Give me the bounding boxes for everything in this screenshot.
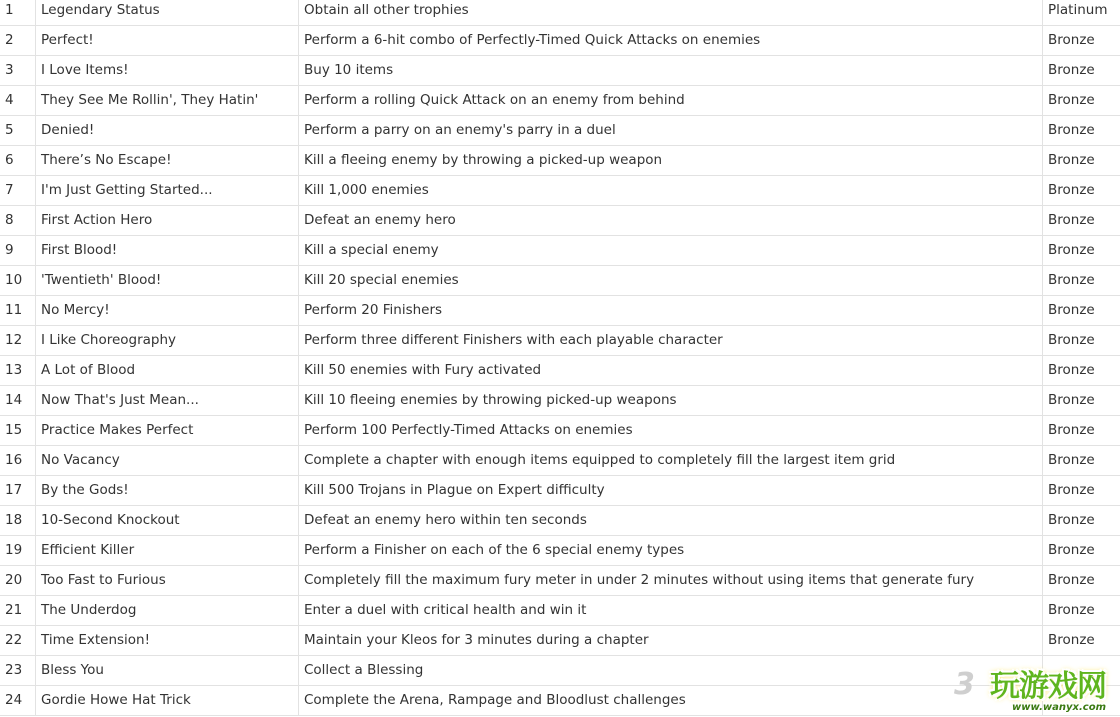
table-row (0, 146, 1120, 176)
table-row (0, 476, 1120, 506)
trophy-description: Kill 50 enemies with Fury activated (299, 356, 1043, 386)
trophy-grade: Bronze (1043, 566, 1120, 596)
table-row (0, 446, 1120, 476)
row-number: 2 (0, 26, 36, 56)
trophy-name: Now That's Just Mean... (36, 386, 299, 416)
trophy-grade: Bronze (1043, 26, 1120, 56)
row-number: 16 (0, 446, 36, 476)
trophy-grade: Bronze (1043, 206, 1120, 236)
watermark-lead: 3 (954, 667, 975, 702)
row-number: 18 (0, 506, 36, 536)
trophy-name: 'Twentieth' Blood! (36, 266, 299, 296)
trophy-name: I Love Items! (36, 56, 299, 86)
trophy-description: Enter a duel with critical health and win it (299, 596, 1043, 626)
trophy-description: Kill 20 special enemies (299, 266, 1043, 296)
row-number: 13 (0, 356, 36, 386)
trophy-description: Kill 500 Trojans in Plague on Expert difficulty (299, 476, 1043, 506)
trophy-name: 10-Second Knockout (36, 506, 299, 536)
trophy-grade: Bronze (1043, 86, 1120, 116)
trophy-description: Perform a rolling Quick Attack on an enemy from behind (299, 86, 1043, 116)
trophy-grade: Bronze (1043, 266, 1120, 296)
table-row (0, 626, 1120, 656)
watermark-text: 玩游戏网 (990, 669, 1106, 704)
trophy-grade: Bronze (1043, 56, 1120, 86)
trophy-description: Complete a chapter with enough items equipped to completely fill the largest item grid (299, 446, 1043, 476)
trophy-description: Collect a Blessing (299, 656, 1043, 686)
table-row (0, 236, 1120, 266)
table-row (0, 26, 1120, 56)
row-number: 3 (0, 56, 36, 86)
trophy-description: Perform a 6-hit combo of Perfectly-Timed Quick Attacks on enemies (299, 26, 1043, 56)
row-number: 19 (0, 536, 36, 566)
row-number: 7 (0, 176, 36, 206)
trophy-name: I'm Just Getting Started... (36, 176, 299, 206)
trophy-description: Maintain your Kleos for 3 minutes during a chapter (299, 626, 1043, 656)
row-number: 15 (0, 416, 36, 446)
table-row (0, 206, 1120, 236)
table-row (0, 596, 1120, 626)
table-row (0, 176, 1120, 206)
row-number: 11 (0, 296, 36, 326)
trophy-name: Too Fast to Furious (36, 566, 299, 596)
trophy-name: No Vacancy (36, 446, 299, 476)
trophy-description: Kill a special enemy (299, 236, 1043, 266)
trophy-description: Completely fill the maximum fury meter in under 2 minutes without using items that generate fury (299, 566, 1043, 596)
table-row (0, 86, 1120, 116)
table-row (0, 296, 1120, 326)
trophy-grade: Bronze (1043, 506, 1120, 536)
trophy-grade: Bronze (1043, 116, 1120, 146)
row-number: 12 (0, 326, 36, 356)
row-number: 10 (0, 266, 36, 296)
trophy-grade: Bronze (1043, 446, 1120, 476)
trophy-description: Defeat an enemy hero (299, 206, 1043, 236)
table-row (0, 566, 1120, 596)
row-number: 4 (0, 86, 36, 116)
trophy-description: Perform 20 Finishers (299, 296, 1043, 326)
trophy-name: No Mercy! (36, 296, 299, 326)
trophy-grade: Bronze (1043, 356, 1120, 386)
table-row (0, 116, 1120, 146)
trophy-description: Buy 10 items (299, 56, 1043, 86)
trophy-grade: Bronze (1043, 596, 1120, 626)
table-row (0, 356, 1120, 386)
trophy-description: Kill a fleeing enemy by throwing a picked-up weapon (299, 146, 1043, 176)
trophy-name: Bless You (36, 656, 299, 686)
row-number: 14 (0, 386, 36, 416)
trophy-name: The Underdog (36, 596, 299, 626)
trophy-grade: Bronze (1043, 236, 1120, 266)
trophy-name: They See Me Rollin', They Hatin' (36, 86, 299, 116)
trophy-description: Kill 1,000 enemies (299, 176, 1043, 206)
row-number: 9 (0, 236, 36, 266)
trophy-name: By the Gods! (36, 476, 299, 506)
row-number: 5 (0, 116, 36, 146)
trophy-grade: Bronze (1043, 146, 1120, 176)
table-row (0, 266, 1120, 296)
table-row (0, 506, 1120, 536)
trophy-name: Perfect! (36, 26, 299, 56)
watermark-url: www.wanyx.com (1012, 702, 1106, 713)
table-row (0, 536, 1120, 566)
trophy-description: Complete the Arena, Rampage and Bloodlust challenges (299, 686, 1043, 716)
trophy-grade: Bronze (1043, 416, 1120, 446)
trophy-grade: Platinum (1043, 0, 1120, 26)
trophy-name: There’s No Escape! (36, 146, 299, 176)
trophy-name: Gordie Howe Hat Trick (36, 686, 299, 716)
site-watermark-logo (952, 657, 1112, 713)
trophy-grade: Bronze (1043, 626, 1120, 656)
trophy-name: I Like Choreography (36, 326, 299, 356)
trophy-grade: Bronze (1043, 536, 1120, 566)
trophy-name: First Action Hero (36, 206, 299, 236)
table-row (0, 0, 1120, 26)
trophy-description: Kill 10 fleeing enemies by throwing picked-up weapons (299, 386, 1043, 416)
row-number: 6 (0, 146, 36, 176)
trophy-name: Efficient Killer (36, 536, 299, 566)
trophy-name: First Blood! (36, 236, 299, 266)
trophy-description: Perform a parry on an enemy's parry in a duel (299, 116, 1043, 146)
row-number: 17 (0, 476, 36, 506)
trophy-name: Practice Makes Perfect (36, 416, 299, 446)
table-row (0, 416, 1120, 446)
row-number: 24 (0, 686, 36, 716)
trophy-name: A Lot of Blood (36, 356, 299, 386)
trophy-description: Perform three different Finishers with each playable character (299, 326, 1043, 356)
trophy-name: Denied! (36, 116, 299, 146)
trophy-grade: Bronze (1043, 386, 1120, 416)
row-number: 1 (0, 0, 36, 26)
row-number: 20 (0, 566, 36, 596)
table-row (0, 326, 1120, 356)
trophy-description: Obtain all other trophies (299, 0, 1043, 26)
trophy-description: Perform a Finisher on each of the 6 special enemy types (299, 536, 1043, 566)
trophy-name: Time Extension! (36, 626, 299, 656)
row-number: 22 (0, 626, 36, 656)
table-row (0, 56, 1120, 86)
row-number: 23 (0, 656, 36, 686)
trophy-name: Legendary Status (36, 0, 299, 26)
trophy-grade: Bronze (1043, 476, 1120, 506)
trophy-description: Perform 100 Perfectly-Timed Attacks on enemies (299, 416, 1043, 446)
trophy-grade: Bronze (1043, 176, 1120, 206)
table-row (0, 386, 1120, 416)
trophy-grade: Bronze (1043, 326, 1120, 356)
row-number: 21 (0, 596, 36, 626)
row-number: 8 (0, 206, 36, 236)
trophy-description: Defeat an enemy hero within ten seconds (299, 506, 1043, 536)
trophy-grade: Bronze (1043, 296, 1120, 326)
